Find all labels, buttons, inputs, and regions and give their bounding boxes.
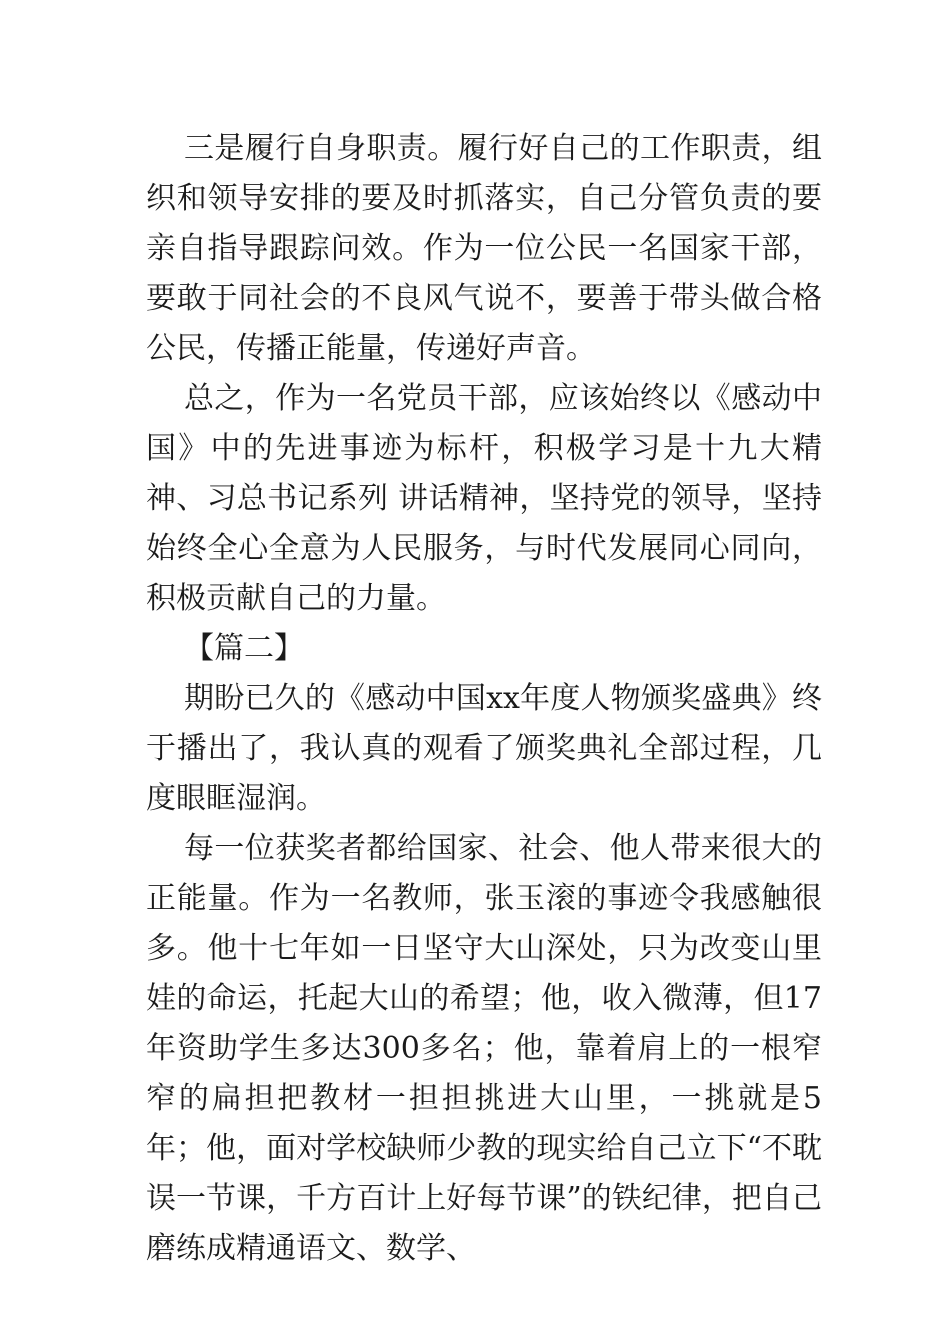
document-body xyxy=(146,124,822,1274)
paragraph-duty: 三是履行自身职责。履行好自己的工作职责，组织和领导安排的要及时抓落实，自己分管负责的要亲自指导跟踪问效。作为一位公民一名国家干部，要敢于同社会的不良风气说不，要善于带头做合格公民，传播正能量，传递好声音。 xyxy=(146,131,822,366)
paragraph-teacher: 每一位获奖者都给国家、社会、他人带来很大的正能量。作为一名教师，张玉滚的事迹令我感触很多。他十七年如一日坚守大山深处，只为改变山里娃的命运，托起大山的希望；他，收入微薄，但17年资助学生多达300多名；他，靠着肩上的一根窄窄的扁担把教材一担担挑进大山里，一挑就是5年；他，面对学校缺师少教的现实给自己立下“不耽误一节课，千方百计上好每节课”的铁纪律，把自己磨练成精通语文、数学、 xyxy=(146,831,822,1266)
section-heading: 【篇二】 xyxy=(184,631,304,666)
paragraph-summary: 总之，作为一名党员干部，应该始终以《感动中国》中的先进事迹为标杆，积极学习是十九大精神、习总书记系列 讲话精神，坚持党的领导，坚持始终全心全意为人民服务，与时代发展同心同向，积极贡献自己的力量。 xyxy=(146,381,822,616)
paragraph-ceremony: 期盼已久的《感动中国xx年度人物颁奖盛典》终于播出了，我认真的观看了颁奖典礼全部过程，几度眼眶湿润。 xyxy=(146,681,822,816)
